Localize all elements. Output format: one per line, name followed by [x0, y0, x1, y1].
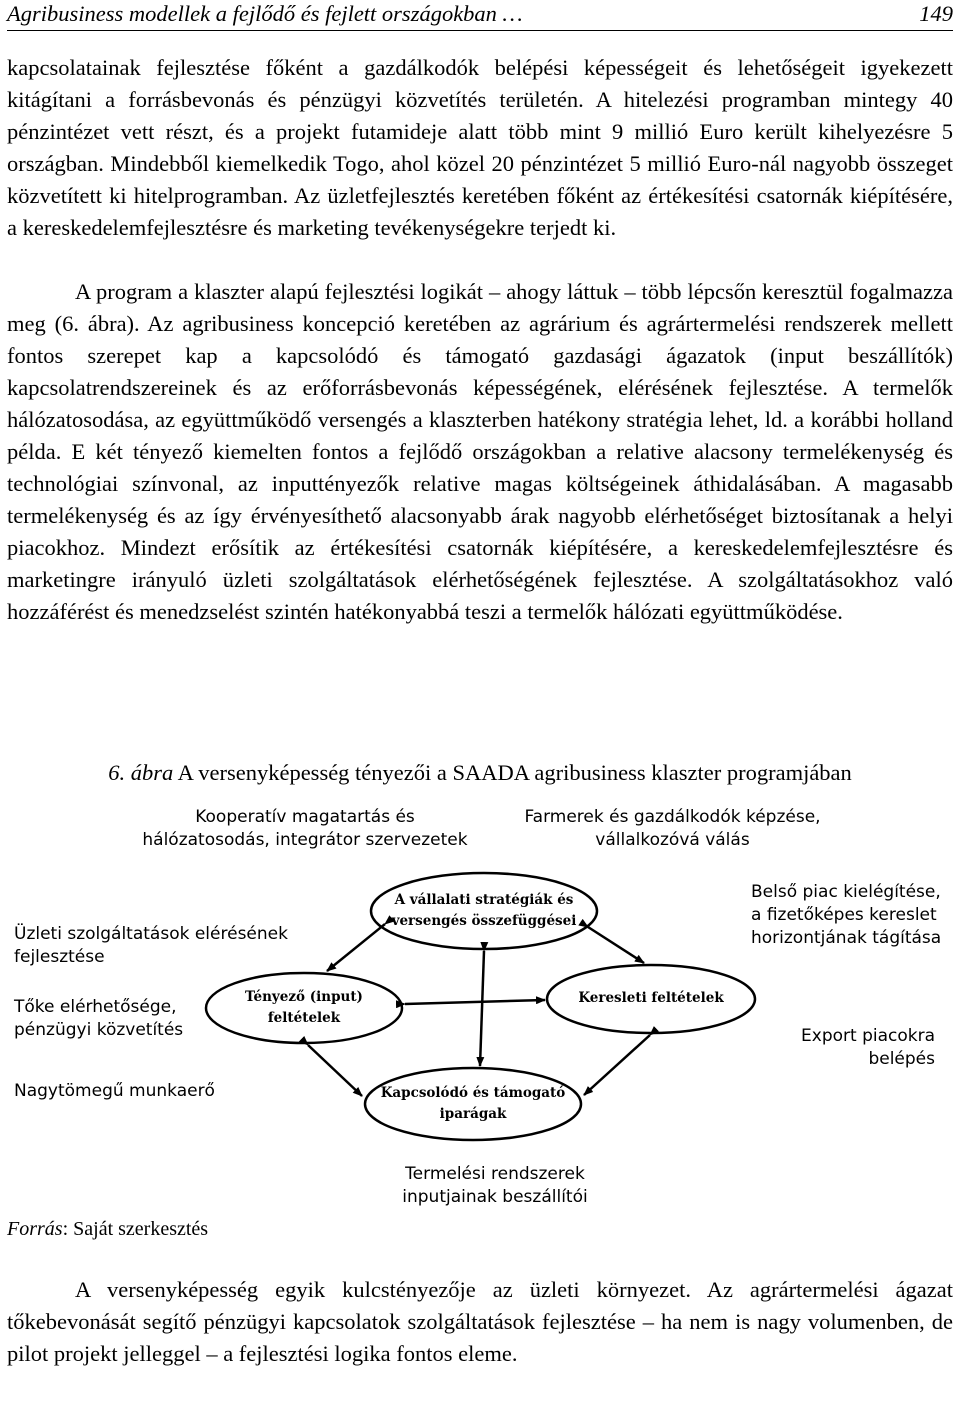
node-top-line-1: A vállalati stratégiák és: [394, 892, 574, 908]
node-top-line-2: versengés összefüggései: [391, 913, 577, 929]
figure-caption: [0, 758, 960, 788]
node-bottom-label: [373, 1083, 573, 1125]
figure-title: A versenyképesség tényezői a SAADA agribusiness klaszter programjában: [177, 760, 852, 785]
label-labour-force: [14, 1080, 254, 1103]
node-left-line-2: feltételek: [267, 1010, 341, 1026]
figure-source: [7, 1216, 208, 1242]
label-internal-market-line-1: Belső piac kielégítése,: [751, 882, 941, 902]
node-right-line-1: Keresleti feltételek: [578, 990, 724, 1006]
running-header-title: Agribusiness modellek a fejlődő és fejlett országokban …: [7, 1, 523, 26]
node-bottom-line-2: iparágak: [439, 1106, 507, 1122]
node-left-label: [214, 987, 394, 1029]
label-internal-market-line-3: horizontjának tágítása: [751, 928, 942, 948]
paragraph-1: kapcsolatainak fejlesztése főként a gazdálkodók belépési képességeit és lehetőségeit igyekezett kitágítani a forrásbevonás és pénzügyi közvetítés területén. A hitelezési programban mintegy 40 pénzintézet vett részt, és a projekt futamideje alatt több mint 9 millió Euro került kihelyezésre 5 országban. Mindebből kiemelkedik Togo, ahol közel 20 pénzintézet 5 millió Euro-nál nagyobb összeget közvetített ki hitelprogramban. Az üzletfejlesztés keretében főként az értékesítési csatornák kiépítésére, a kereskedelemfejlesztésre és marketing tevékenységekre terjedt ki.: [7, 55, 953, 240]
node-bottom-line-1: Kapcsolódó és támogató: [380, 1085, 566, 1101]
arrow-right-bottom: [584, 1035, 650, 1095]
label-input-suppliers-line-1: Termelési rendszerek: [405, 1164, 585, 1184]
label-cooperation-line-1: Kooperatív magatartás és: [195, 807, 415, 827]
label-export-markets-line-1: Export piacokra: [801, 1026, 935, 1046]
arrow-top-bottom: [480, 951, 484, 1066]
label-export-markets: [735, 1025, 935, 1071]
arrow-left-bottom: [308, 1045, 362, 1096]
label-cooperation-line-2: hálózatosodás, integrátor szervezetek: [142, 830, 468, 850]
label-labour-force-line-1: Nagytömegű munkaerő: [14, 1081, 215, 1101]
figure-number: 6. ábra: [108, 760, 174, 785]
label-capital-access-line-1: Tőke elérhetősége,: [14, 997, 177, 1017]
arrow-top-left: [327, 924, 385, 971]
node-top-label: [380, 890, 588, 932]
label-internal-market-line-2: a fizetőképes kereslet: [751, 905, 937, 925]
paragraph-2: A program a klaszter alapú fejlesztési logikát – ahogy láttuk – több lépcsőn keresztül fogalmazza meg (6. ábra). Az agribusiness koncepció keretében az agrárium és agrártermelési rendszerek mellett fontos szerepet kap a kapcsolódó és támogató gazdasági ágazatok (input beszállítók) kapcsolatrendszereinek és az erőforrásbevonás képességének, elérésének fejlesztése. A termelők hálózatosodása, az együttműködő versengés a klaszterben hatékony stratégia lehet, ld. a korábbi holland példa. E két tényező kiemelten fontos a fejlődő országokban a relative alacsony termelékenység és technológiai színvonal, az inputtényezők relative magas költségeinek áthidalásában. A magasabb termelékenység és az így érvényesíthető alacsonyabb árak nagyobb elérhetőséget biztosítanak a helyi piacokhoz. Mindezt erősítik az értékesítési csatornák kiépítésére, a kereskedelemfejlesztésre és marketingre irányuló üzleti szolgáltatások elérhetőségének fejlesztése. A szolgáltatásokhoz való hozzáférést és menedzselést szintén hatékonyabbá teszi a termelők hálózati együttműködése.: [7, 279, 953, 624]
running-header: [7, 0, 953, 30]
diamond-diagram: [0, 790, 960, 1220]
source-text: : Saját szerkesztés: [62, 1218, 209, 1240]
label-capital-access-line-2: pénzügyi közvetítés: [14, 1020, 184, 1040]
label-farmer-training: [500, 806, 845, 852]
label-business-services-line-1: Üzleti szolgáltatások elérésének: [14, 924, 288, 944]
label-farmer-training-line-1: Farmerek és gazdálkodók képzése,: [524, 807, 821, 827]
paragraph-3: A versenyképesség egyik kulcstényezője az üzleti környezet. Az agrártermelési ágazat tőkebevonását segítő pénzügyi kapcsolatok szolgáltatások fejlesztése – ha nem is nagy volumenben, de pilot projekt jelleggel – a fejlesztési logika fontos eleme.: [7, 1277, 953, 1366]
arrow-left-right: [405, 1000, 545, 1004]
arrow-top-right: [588, 927, 644, 963]
label-internal-market: [751, 881, 951, 950]
label-export-markets-line-2: belépés: [868, 1049, 935, 1069]
node-right-label: [556, 988, 746, 1009]
source-label: Forrás: [7, 1218, 63, 1240]
label-farmer-training-line-2: vállalkozóvá válás: [595, 830, 750, 850]
header-rule: [7, 30, 953, 31]
page-number: 149: [919, 1, 953, 26]
node-left-line-1: Tényező (input): [245, 989, 363, 1005]
label-business-services: [14, 923, 334, 969]
label-business-services-line-2: fejlesztése: [14, 947, 105, 967]
label-input-suppliers-line-2: inputjainak beszállítói: [402, 1187, 588, 1207]
label-capital-access: [14, 996, 234, 1042]
label-input-suppliers: [370, 1163, 620, 1209]
label-cooperation: [120, 806, 490, 852]
